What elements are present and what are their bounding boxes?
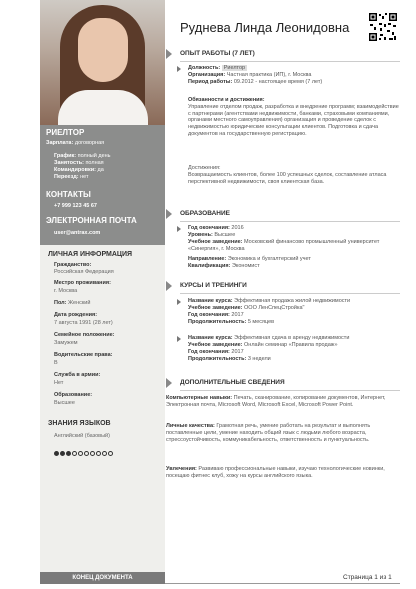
languages-title: ЗНАНИЯ ЯЗЫКОВ xyxy=(48,420,111,427)
bullet-triangle-icon xyxy=(177,226,181,232)
exp-position: Должность: Риелтор xyxy=(188,65,246,71)
end-of-document: КОНЕЦ ДОКУМЕНТА xyxy=(40,572,165,584)
section-arrow-icon xyxy=(166,378,172,388)
edu-direction: Направление: Экономика и бухгалтерский учет xyxy=(188,256,311,262)
extra-hobby: Увлечения: Развиваю профессиональные навыки, изучаю технологические новинки, посещаю фитнес клуб, хожу на курсы английского языка. xyxy=(166,466,385,479)
bullet-triangle-icon xyxy=(177,299,181,305)
course-1-inst: Учебное заведение: ООО ЛенСпецСтройка" xyxy=(188,305,305,311)
course-2-name: Название курса: Эффективная сдача в аренду недвижимости xyxy=(188,335,350,341)
language-level-dot xyxy=(108,451,113,456)
photo-face xyxy=(78,18,128,82)
section-courses: КУРСЫ И ТРЕНИНГИ xyxy=(166,281,400,291)
course-1-year: Год окончания: 2017 xyxy=(188,312,244,318)
residence-label: Местро проживания: xyxy=(54,280,111,286)
license-value: B xyxy=(54,360,58,366)
language-level-dot xyxy=(66,451,71,456)
language-level-dot xyxy=(84,451,89,456)
page-number: Страница 1 из 1 xyxy=(343,574,392,581)
language-level-dots xyxy=(54,443,114,461)
bullet-triangle-icon xyxy=(177,336,181,342)
citizenship-label: Гражданство: xyxy=(54,262,92,268)
employment-row: Занятость: полная xyxy=(54,160,104,166)
extra-computer: Компьютерные навыки: Печать, сканирование, копирование документов, Интернет, Электронная почта, Microsoft Word, Microsoft Excel, Microsoft Power Point. xyxy=(166,395,386,408)
course-1-name: Название курса: Эффективная продажа жилой недвижимости xyxy=(188,298,351,304)
language-level-dot xyxy=(102,451,107,456)
email[interactable]: user@antrax.com xyxy=(54,230,101,236)
army-value: Нет xyxy=(54,380,64,386)
gender-row: Пол: Женский xyxy=(54,300,91,306)
residence-value: г. Москва xyxy=(54,288,78,294)
edu-value: Высшее xyxy=(54,400,75,406)
exp-achievements: Достижения: Возвращаемость клиентов, более 100 успешных сделок, составление атласа перспективной недвижимости, своя клиентская база. xyxy=(188,165,387,185)
edu-institution: Учебное заведение: Московский финансово промышленный университет «Синергия», г. Москва xyxy=(188,239,380,252)
section-arrow-icon xyxy=(166,49,172,59)
trips-row: Командировки: да xyxy=(54,167,104,173)
birth-label: Дата рождения: xyxy=(54,312,98,318)
language-level-dot xyxy=(78,451,83,456)
marital-label: Семейное положение: xyxy=(54,332,115,338)
language-name: Английский (базовый) xyxy=(54,433,110,439)
section-experience: ОПЫТ РАБОТЫ (7 ЛЕТ) xyxy=(166,49,400,59)
photo-shirt xyxy=(58,90,148,125)
relocation-row: Переезд: нет xyxy=(54,174,89,180)
salary-row: Зарплата: договорная xyxy=(46,140,105,146)
schedule-row: График: полный день xyxy=(54,153,111,159)
course-2-duration: Продолжительность: 3 недели xyxy=(188,356,271,362)
course-1-duration: Продолжительность: 5 месяцев xyxy=(188,319,275,325)
course-2-year: Год окончания: 2017 xyxy=(188,349,244,355)
section-education: ОБРАЗОВАНИЕ xyxy=(166,209,400,219)
edu-level: Уровень: Высшее xyxy=(188,232,236,238)
language-level-dot xyxy=(90,451,95,456)
section-arrow-icon xyxy=(166,209,172,219)
exp-period: Период работы: 09.2012 - настоящее время (7 лет) xyxy=(188,79,323,85)
footer-divider xyxy=(165,583,400,584)
profile-photo xyxy=(40,0,165,125)
bullet-triangle-icon xyxy=(177,66,181,72)
language-level-dot xyxy=(96,451,101,456)
section-arrow-icon xyxy=(166,281,172,291)
license-label: Водительские права: xyxy=(54,352,113,358)
birth-value: 7 августа 1991 (28 лет) xyxy=(54,320,113,326)
citizenship-value: Российская Федерация xyxy=(54,269,114,275)
language-level-dot xyxy=(72,451,77,456)
army-label: Служба в армии: xyxy=(54,372,101,378)
full-name: Руднева Линда Леонидовна xyxy=(180,20,350,35)
edu-year: Год окончания: 2016 xyxy=(188,225,244,231)
position-title: РИЕЛТОР xyxy=(46,128,85,137)
marital-value: Замужем xyxy=(54,340,78,346)
section-extra: ДОПОЛНИТЕЛЬНЫЕ СВЕДЕНИЯ xyxy=(166,378,400,388)
qr-code-icon xyxy=(368,12,398,42)
personal-info-title: ЛИЧНАЯ ИНФОРМАЦИЯ xyxy=(48,251,133,258)
email-title: ЭЛЕКТРОННАЯ ПОЧТА xyxy=(46,216,137,225)
course-2-inst: Учебное заведение: Онлайн семинар «Правила продаж» xyxy=(188,342,338,348)
extra-personal: Личные качества: Грамотная речь, умение работать на результат и выполнять поставленные цели, умение находить общий язык с людьми любого возраста, стрессоустойчивость, коммуникабельность, ответственность и пунктуальность. xyxy=(166,423,371,443)
contacts-title: КОНТАКТЫ xyxy=(46,190,91,199)
exp-org: Организация: Частная практика (ИП), г. Москва xyxy=(188,72,312,78)
phone: +7 999 123 45 67 xyxy=(54,203,97,209)
edu-label: Образование: xyxy=(54,392,93,398)
language-level-dot xyxy=(54,451,59,456)
exp-duties: Обязанности и достижения: Управление отделом продаж, разработка и внедрение программ; взаимодействие с партнерами (агентствами недвижимости, банками, страховыми компаниями, органами местного самоуправления) организация и проведение сделок с недвижимостью юридические консультации клиентов. Подготовка и сдача документов на государственную регистрацию. xyxy=(188,97,399,137)
language-level-dot xyxy=(60,451,65,456)
edu-qualification: Квалификация: Экономист xyxy=(188,263,260,269)
